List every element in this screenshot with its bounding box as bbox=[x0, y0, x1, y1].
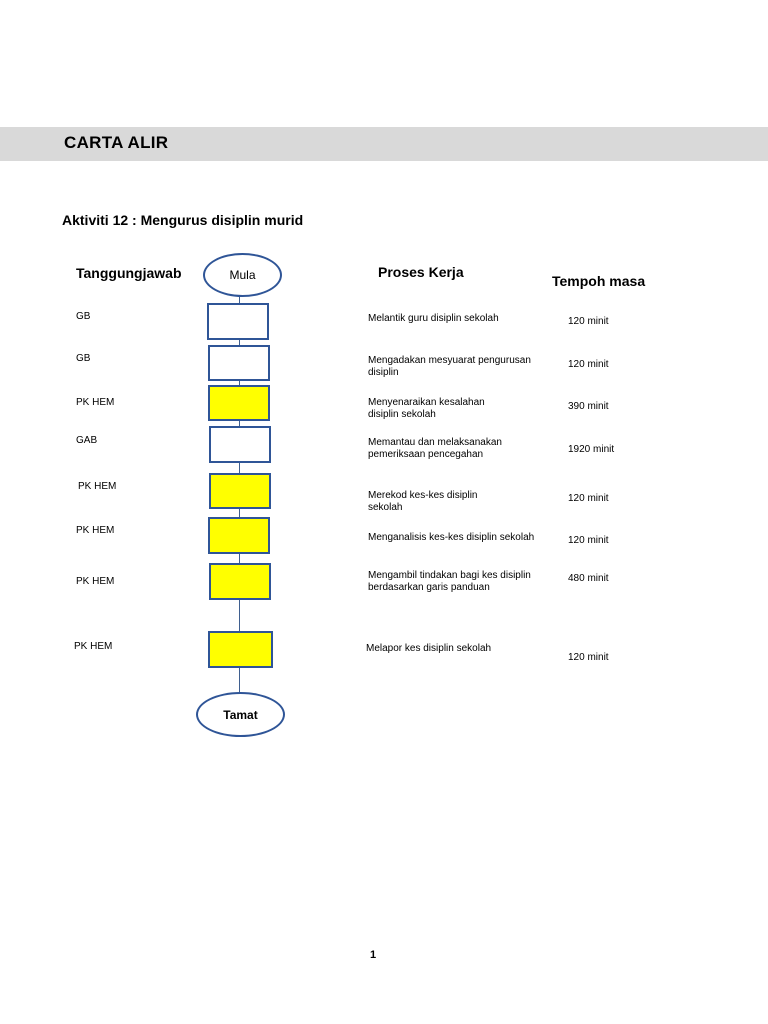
step-box-1 bbox=[207, 303, 269, 340]
duration-cell: 120 minit bbox=[568, 535, 609, 546]
duration-cell: 1920 minit bbox=[568, 444, 615, 455]
page-title: CARTA ALIR bbox=[64, 133, 169, 152]
duration-cell: 120 minit bbox=[568, 316, 609, 327]
step-box-6 bbox=[208, 517, 270, 554]
responsibility-cell: GB bbox=[76, 353, 91, 364]
start-terminal bbox=[203, 253, 282, 297]
process-cell: Melantik guru disiplin sekolah bbox=[368, 313, 499, 324]
responsibility-cell: PK HEM bbox=[76, 397, 115, 408]
start-label: Mula bbox=[229, 268, 256, 282]
step-box-5 bbox=[209, 473, 271, 509]
responsibility-cell: PK HEM bbox=[78, 481, 117, 492]
column-header-process: Proses Kerja bbox=[378, 264, 464, 280]
process-cell: Mengadakan mesyuarat pengurusan disiplin bbox=[368, 355, 531, 378]
duration-cell: 480 minit bbox=[568, 573, 609, 584]
process-cell: Melapor kes disiplin sekolah bbox=[366, 643, 492, 654]
responsibility-cell: GB bbox=[76, 311, 91, 322]
step-box-3 bbox=[208, 385, 270, 421]
end-label: Tamat bbox=[223, 707, 258, 722]
responsibility-cell: PK HEM bbox=[76, 525, 115, 536]
process-cell: Menganalisis kes-kes disiplin sekolah bbox=[368, 532, 535, 543]
process-cell: Menyenaraikan kesalahan disiplin sekolah bbox=[368, 397, 485, 420]
responsibility-cell: PK HEM bbox=[76, 576, 115, 587]
duration-cell: 120 minit bbox=[568, 359, 609, 370]
responsibility-cell: GAB bbox=[76, 435, 98, 446]
duration-cell: 120 minit bbox=[568, 652, 609, 663]
page-number: 1 bbox=[370, 949, 377, 961]
activity-title: Aktiviti 12 : Mengurus disiplin murid bbox=[62, 212, 304, 228]
end-terminal bbox=[196, 692, 285, 737]
step-box-8 bbox=[208, 631, 273, 668]
column-header-duration: Tempoh masa bbox=[552, 273, 646, 289]
process-cell: Merekod kes-kes disiplin sekolah bbox=[368, 490, 478, 513]
process-cell: Mengambil tindakan bagi kes disiplin berdasarkan garis panduan bbox=[368, 570, 531, 593]
duration-cell: 120 minit bbox=[568, 493, 609, 504]
step-box-7 bbox=[209, 563, 271, 600]
responsibility-cell: PK HEM bbox=[74, 641, 113, 652]
step-box-2 bbox=[208, 345, 270, 381]
duration-cell: 390 minit bbox=[568, 401, 609, 412]
column-header-responsibility: Tanggungjawab bbox=[76, 265, 182, 281]
step-box-4 bbox=[209, 426, 271, 463]
process-cell: Memantau dan melaksanakan pemeriksaan pencegahan bbox=[368, 437, 502, 460]
